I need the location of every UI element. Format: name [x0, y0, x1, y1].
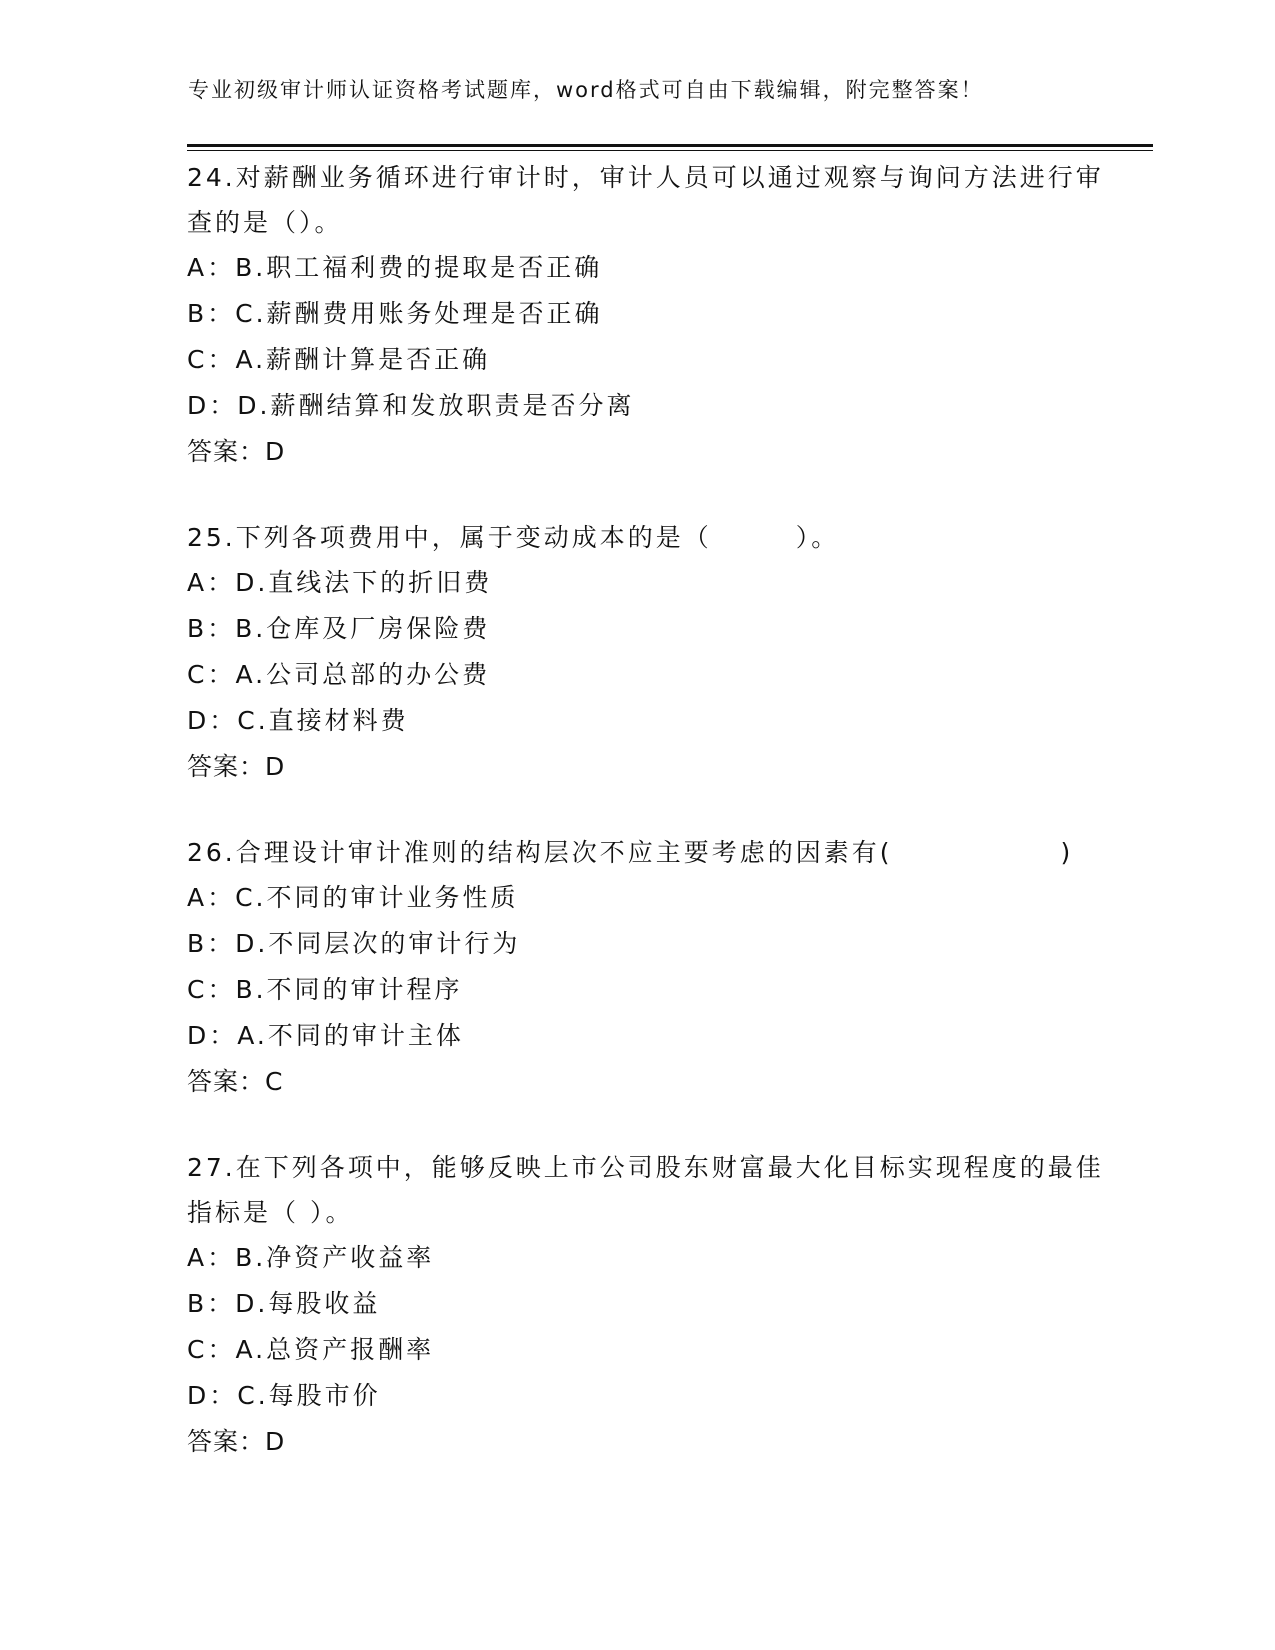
option-a: A：B.职工福利费的提取是否正确 [187, 253, 603, 282]
header-rule-thick [187, 144, 1153, 147]
question-list [187, 155, 1127, 1505]
question-25 [187, 515, 1127, 790]
answer: 答案：D [187, 437, 286, 466]
option-c: C：A.总资产报酬率 [187, 1335, 435, 1364]
option-c: C：B.不同的审计程序 [187, 975, 463, 1004]
question-26 [187, 830, 1127, 1105]
question-text: 27.在下列各项中，能够反映上市公司股东财富最大化目标实现程度的最佳指标是（ ）。 [187, 1153, 1104, 1227]
question-27 [187, 1145, 1127, 1465]
question-24 [187, 155, 1127, 475]
question-text: 25.下列各项费用中，属于变动成本的是（ ）。 [187, 523, 840, 552]
option-b: B：D.每股收益 [187, 1289, 381, 1318]
option-c: C：A.薪酬计算是否正确 [187, 345, 491, 374]
option-d: D：C.每股市价 [187, 1381, 381, 1410]
option-d: D：A.不同的审计主体 [187, 1021, 464, 1050]
question-text: 24.对薪酬业务循环进行审计时，审计人员可以通过观察与询问方法进行审查的是（）。 [187, 163, 1104, 237]
question-text: 26.合理设计审计准则的结构层次不应主要考虑的因素有( ) [187, 838, 1074, 867]
option-a: A：B.净资产收益率 [187, 1243, 435, 1272]
page-header: 专业初级审计师认证资格考试题库，word格式可自由下载编辑，附完整答案！ [188, 78, 984, 102]
option-b: B：C.薪酬费用账务处理是否正确 [187, 299, 603, 328]
answer: 答案：C [187, 1067, 284, 1096]
option-a: A：D.直线法下的折旧费 [187, 568, 493, 597]
answer: 答案：D [187, 1427, 286, 1456]
header-rule-thin [187, 150, 1153, 151]
option-d: D：D.薪酬结算和发放职责是否分离 [187, 391, 635, 420]
option-b: B：D.不同层次的审计行为 [187, 929, 521, 958]
option-c: C：A.公司总部的办公费 [187, 660, 491, 689]
option-a: A：C.不同的审计业务性质 [187, 883, 519, 912]
answer: 答案：D [187, 752, 286, 781]
option-b: B：B.仓库及厂房保险费 [187, 614, 491, 643]
option-d: D：C.直接材料费 [187, 706, 409, 735]
